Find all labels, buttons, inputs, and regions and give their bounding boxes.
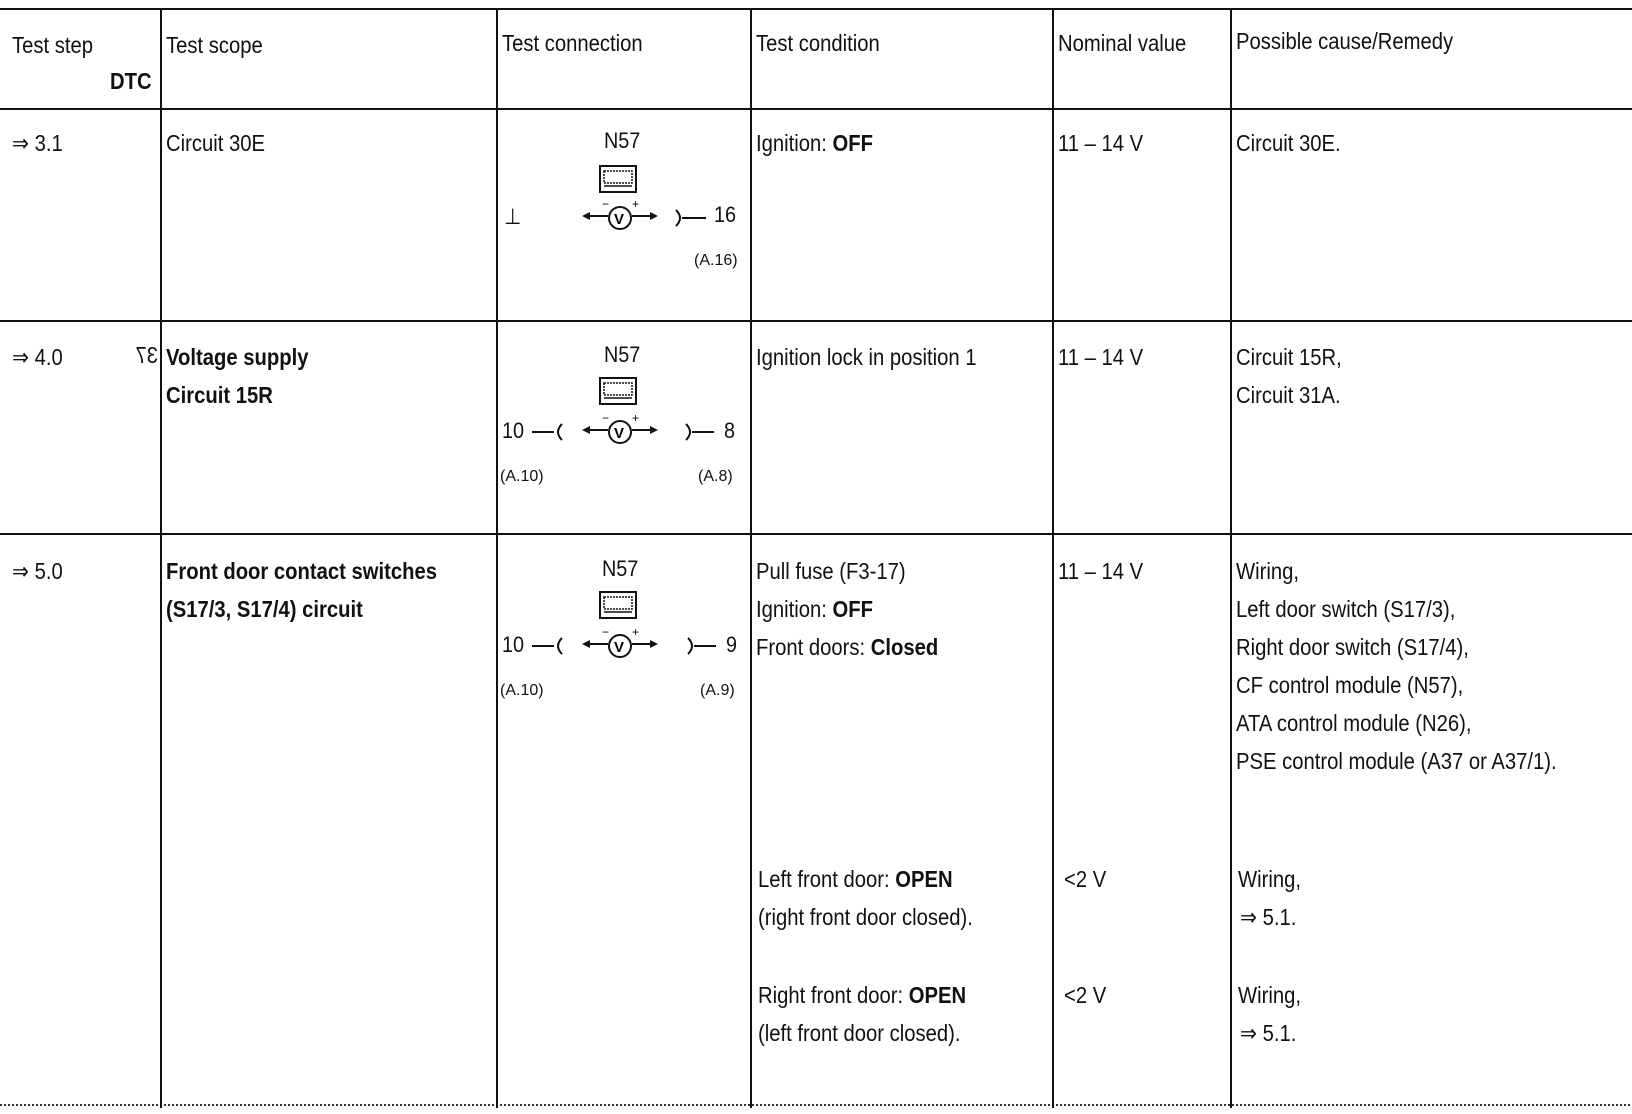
row1-right-ref: (A.16) <box>694 252 738 269</box>
row2-scope-line1: Voltage supply <box>166 344 309 370</box>
subtest2-cause-1: Wiring, <box>1238 982 1301 1008</box>
row2-dtc: 37 <box>135 342 159 368</box>
subtest1-label: Left front door: <box>758 866 896 892</box>
subtest1-nominal: <2 V <box>1064 866 1107 892</box>
svg-text:+: + <box>632 411 640 425</box>
row1-test-connection <box>498 124 748 294</box>
row3-condition-3-label: Front doors: <box>756 634 871 660</box>
row3-condition-3 <box>756 628 938 666</box>
subtest2-condition <box>758 976 966 1014</box>
right-plug-icon <box>686 636 720 656</box>
left-plug-icon <box>530 636 564 656</box>
svg-text:−: − <box>602 411 610 425</box>
control-module-icon <box>598 376 638 406</box>
row3-condition-3-value: Closed <box>870 634 939 660</box>
subtest2-nominal: <2 V <box>1064 982 1107 1008</box>
row2-right-pin: 8 <box>724 418 736 443</box>
svg-text:−: − <box>602 625 610 639</box>
row1-right-pin: 16 <box>714 202 737 227</box>
header-rule <box>0 108 1632 110</box>
row1-scope: Circuit 30E <box>166 130 265 156</box>
header-test-step: Test step <box>12 32 94 58</box>
subtest2-value: OPEN <box>908 982 967 1008</box>
subtest2-note: (left front door closed). <box>758 1020 961 1046</box>
subtest2-label: Right front door: <box>758 982 909 1008</box>
right-plug-icon <box>684 422 718 442</box>
row3-right-pin: 9 <box>726 632 738 657</box>
bottom-dotted-rule <box>0 1104 1630 1106</box>
row2-condition: Ignition lock in position 1 <box>756 344 977 370</box>
row2-module: N57 <box>604 342 641 367</box>
svg-text:−: − <box>602 197 610 211</box>
row3-condition-2 <box>756 590 873 628</box>
subtest1-condition <box>758 860 953 898</box>
top-rule <box>0 8 1632 10</box>
header-nominal-value: Nominal value <box>1058 30 1187 56</box>
row2-scope-line2: Circuit 15R <box>166 382 273 408</box>
control-module-icon <box>598 590 638 620</box>
row2-right-ref: (A.8) <box>698 468 733 485</box>
row-rule-1 <box>0 320 1632 322</box>
subtest1-note: (right front door closed). <box>758 904 973 930</box>
row3-scope-line1: Front door contact switches <box>166 558 438 584</box>
row2-left-pin: 10 <box>502 418 525 443</box>
row3-cause-5: ATA control module (N26), <box>1236 710 1472 736</box>
row3-cause-1: Wiring, <box>1236 558 1299 584</box>
row2-cause-line1: Circuit 15R, <box>1236 344 1342 370</box>
row1-module: N57 <box>604 128 641 153</box>
svg-text:V: V <box>614 425 625 442</box>
row3-scope-line2: (S17/3, S17/4) circuit <box>166 596 363 622</box>
voltmeter-icon <box>580 196 660 236</box>
subtest1-cause-2: ⇒ 5.1. <box>1240 904 1297 930</box>
subtest1-value: OPEN <box>895 866 953 892</box>
row2-left-ref: (A.10) <box>500 468 544 485</box>
row2-nominal: 11 – 14 V <box>1058 344 1144 370</box>
row1-condition-label: Ignition: <box>756 130 833 156</box>
row3-cause-2: Left door switch (S17/3), <box>1236 596 1456 622</box>
header-test-scope: Test scope <box>166 32 263 58</box>
row1-cause: Circuit 30E. <box>1236 130 1341 156</box>
row3-cause-4: CF control module (N57), <box>1236 672 1464 698</box>
header-test-condition: Test condition <box>756 30 880 56</box>
subtest2-cause-2: ⇒ 5.1. <box>1240 1020 1297 1046</box>
row2-cause-line2: Circuit 31A. <box>1236 382 1341 408</box>
row3-test-connection <box>498 552 748 722</box>
row1-nominal: 11 – 14 V <box>1058 130 1144 156</box>
row3-condition-2-value: OFF <box>832 596 873 622</box>
row2-test-connection <box>498 338 748 508</box>
voltmeter-icon <box>580 410 660 450</box>
row3-condition-2-label: Ignition: <box>756 596 833 622</box>
col-divider-4 <box>1052 8 1054 1108</box>
row-rule-2 <box>0 533 1632 535</box>
row2-step: ⇒ 4.0 <box>12 344 63 370</box>
left-plug-icon <box>530 422 564 442</box>
col-divider-5 <box>1230 8 1232 1108</box>
row1-left-pin: ⊥ <box>504 204 522 229</box>
right-plug-icon <box>674 208 708 228</box>
control-module-icon <box>598 164 638 194</box>
row3-cause-3: Right door switch (S17/4), <box>1236 634 1469 660</box>
row3-step: ⇒ 5.0 <box>12 558 63 584</box>
row1-condition-value: OFF <box>832 130 873 156</box>
row3-condition-1: Pull fuse (F3-17) <box>756 558 906 584</box>
row1-condition <box>756 124 873 162</box>
col-divider-1 <box>160 8 162 1108</box>
voltmeter-icon <box>580 624 660 664</box>
row1-step: ⇒ 3.1 <box>12 130 63 156</box>
row3-nominal: 11 – 14 V <box>1058 558 1144 584</box>
svg-text:+: + <box>632 197 640 211</box>
row3-cause-6: PSE control module (A37 or A37/1). <box>1236 748 1557 774</box>
subtest1-cause-1: Wiring, <box>1238 866 1301 892</box>
row3-module: N57 <box>602 556 639 581</box>
row3-left-ref: (A.10) <box>500 682 544 699</box>
svg-text:+: + <box>632 625 640 639</box>
col-divider-3 <box>750 8 752 1108</box>
header-test-connection: Test connection <box>502 30 643 56</box>
svg-text:V: V <box>614 639 625 656</box>
svg-text:V: V <box>614 211 625 228</box>
row3-left-pin: 10 <box>502 632 525 657</box>
header-possible-cause: Possible cause/Remedy <box>1236 28 1454 54</box>
row3-right-ref: (A.9) <box>700 682 735 699</box>
header-dtc: DTC <box>110 68 152 94</box>
